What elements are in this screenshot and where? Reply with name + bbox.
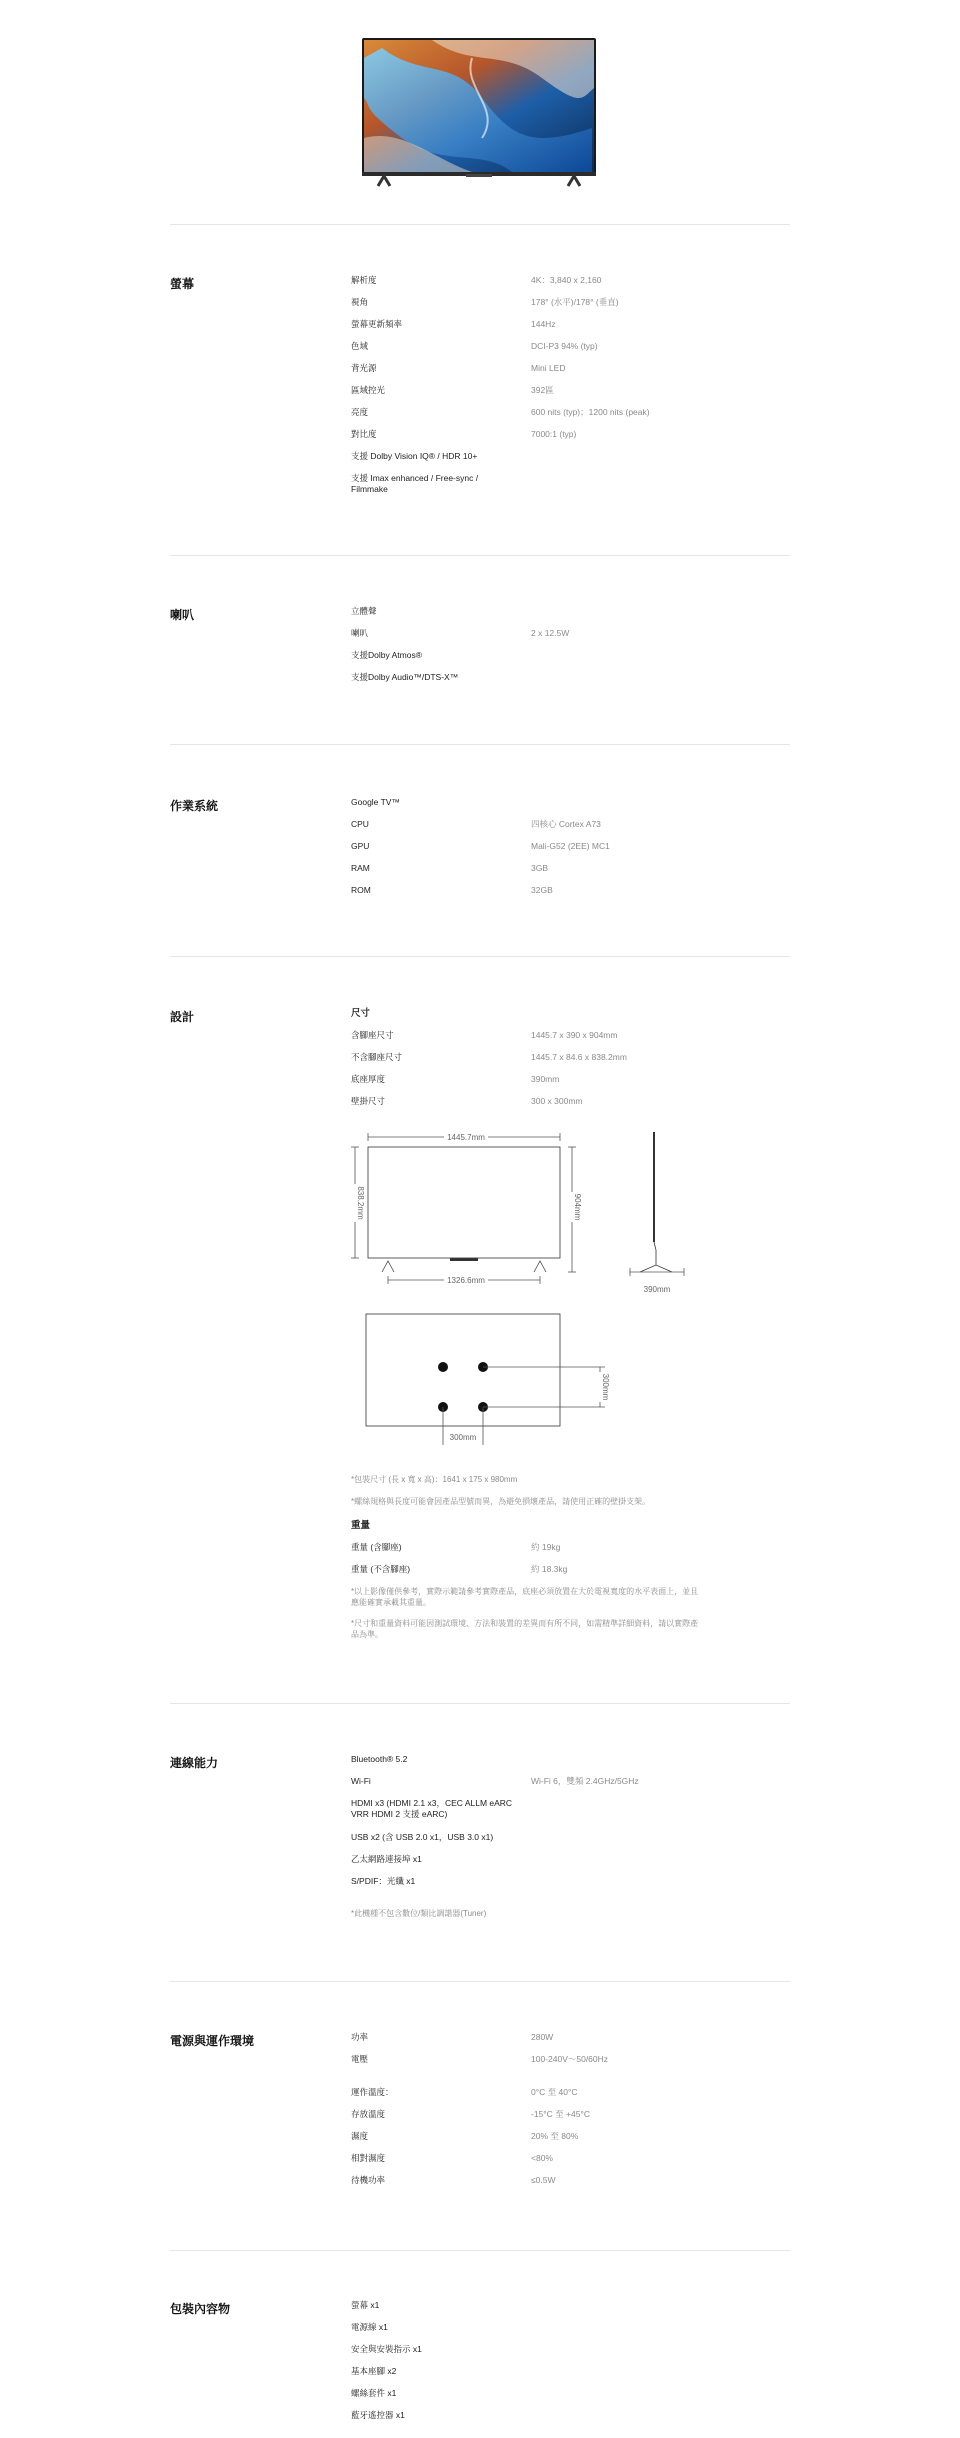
spec-label: 螢幕 x1 [351, 2300, 380, 2310]
spec-label: 區域控光 [351, 385, 386, 395]
spec-label: 亮度 [351, 407, 369, 417]
spec-label: 螺絲套件 x1 [351, 2388, 397, 2398]
spec-label: 乙太網路連接埠 x1 [351, 1854, 422, 1864]
spec-value: 392區 [531, 385, 554, 395]
spec-value: 280W [531, 2032, 554, 2042]
spec-label: 運作溫度： [351, 2087, 394, 2097]
package-size-note: *包裝尺寸 (長 x 寬 x 高)：1641 x 175 x 980mm [351, 1475, 518, 1484]
weight-heading: 重量 [351, 1520, 371, 1531]
section-title-speaker: 喇叭 [170, 608, 195, 622]
spec-label: Bluetooth® 5.2 [351, 1754, 408, 1764]
spec-label: HDMI x3 (HDMI 2.1 x3，CEC ALLM eARC VRR HDMI 2 支援 eARC) [351, 1798, 513, 1819]
vesa-diagram [360, 1310, 620, 1450]
section-title-package: 包裝內容物 [170, 2302, 231, 2316]
spec-label: 電源線 x1 [351, 2322, 388, 2332]
spec-value: 32GB [531, 885, 553, 895]
section-title-design: 設計 [170, 1010, 195, 1024]
section-title-connectivity: 連線能力 [170, 1756, 219, 1770]
spec-value: 144Hz [531, 319, 556, 329]
height-no-stand-label: 838.2mm [356, 1186, 365, 1220]
size-heading: 尺寸 [351, 1008, 371, 1019]
spec-label: 壁掛尺寸 [351, 1096, 386, 1106]
spec-label: 解析度 [351, 275, 377, 285]
spec-label: ROM [351, 885, 371, 895]
spec-label: 重量 (不含腳座) [351, 1564, 411, 1574]
spec-label: 視角 [351, 297, 369, 307]
spec-label: 支援 Dolby Vision IQ® / HDR 10+ [351, 451, 478, 461]
spec-value: 178° (水平)/178° (垂直) [531, 297, 619, 307]
spec-label: GPU [351, 841, 370, 851]
section-title-power: 電源與運作環境 [170, 2034, 255, 2048]
spec-label: 支援Dolby Audio™/DTS-X™ [351, 672, 459, 682]
spec-value: <80% [531, 2153, 553, 2163]
spec-label: 支援Dolby Atmos® [351, 650, 422, 660]
spec-label: RAM [351, 863, 370, 873]
spec-value: 1445.7 x 390 x 904mm [531, 1030, 618, 1040]
spec-value: DCI-P3 94% (typ) [531, 341, 598, 351]
depth-label: 390mm [643, 1285, 671, 1294]
spec-label: 功率 [351, 2032, 369, 2042]
dimension-diagram [340, 1122, 700, 1302]
section-divider [170, 744, 790, 745]
spec-label: 喇叭 [351, 628, 369, 638]
section-title-os: 作業系統 [170, 799, 219, 813]
mount-hole [438, 1362, 448, 1372]
spec-label: 色域 [351, 341, 369, 351]
spec-value: 1445.7 x 84.6 x 838.2mm [531, 1052, 627, 1062]
section-divider [170, 2250, 790, 2251]
spec-label: USB x2 (含 USB 2.0 x1，USB 3.0 x1) [351, 1832, 494, 1842]
section-divider [170, 224, 790, 225]
spec-label: 含腳座尺寸 [351, 1030, 394, 1040]
spec-label: 重量 (含腳座) [351, 1542, 402, 1552]
vesa-height-label: 300mm [601, 1373, 610, 1401]
tuner-note: *此機種不包含數位/類比調諧器(Tuner) [351, 1909, 487, 1918]
spec-value: 100-240V～50/60Hz [531, 2054, 609, 2064]
spec-value: 約 18.3kg [531, 1564, 568, 1574]
spec-label: 不含腳座尺寸 [351, 1052, 403, 1062]
section-divider [170, 555, 790, 556]
spec-value: Mini LED [531, 363, 566, 373]
spec-label: 立體聲 [351, 606, 377, 616]
spec-label: 螢幕更新頻率 [351, 319, 403, 329]
spec-value: 約 19kg [531, 1542, 561, 1552]
spec-value: Wi-Fi 6，雙頻 2.4GHz/5GHz [531, 1776, 639, 1786]
width-label: 1445.7mm [447, 1133, 485, 1142]
spec-label: CPU [351, 819, 369, 829]
spec-value: ≤0.5W [531, 2175, 556, 2185]
spec-value: 0°C 至 40°C [531, 2087, 578, 2097]
spec-label: 藍牙遙控器 x1 [351, 2410, 405, 2420]
spec-label: 安全與安裝指示 x1 [351, 2344, 422, 2354]
spec-value: -15°C 至 +45°C [531, 2109, 591, 2119]
spec-value: 390mm [531, 1074, 560, 1084]
spec-label: Google TV™ [351, 797, 400, 807]
spec-label: 相對濕度 [351, 2153, 386, 2163]
spec-label: 待機功率 [351, 2175, 386, 2185]
spec-value: 600 nits (typ)；1200 nits (peak) [531, 407, 650, 417]
spec-value: 300 x 300mm [531, 1096, 583, 1106]
spec-label: 電壓 [351, 2054, 369, 2064]
spec-label: 基本座腳 x2 [351, 2366, 397, 2376]
spec-label: 濕度 [351, 2131, 369, 2141]
tv-product-image [362, 38, 596, 188]
spec-label: 存放溫度 [351, 2109, 386, 2119]
height-with-stand-label: 904mm [573, 1193, 582, 1221]
spec-value: 2 x 12.5W [531, 628, 570, 638]
spec-value: 四核心 Cortex A73 [531, 819, 601, 829]
vesa-width-label: 300mm [449, 1433, 477, 1442]
spec-value: 3GB [531, 863, 549, 873]
section-divider [170, 956, 790, 957]
spec-label: 對比度 [351, 429, 377, 439]
section-divider [170, 1703, 790, 1704]
spec-label: 支援 Imax enhanced / Free-sync / Filmmake [351, 473, 479, 494]
spec-value: 4K：3,840 x 2,160 [531, 275, 602, 285]
spec-label: S/PDIF：光纖 x1 [351, 1876, 416, 1886]
spec-value: 20% 至 80% [531, 2131, 579, 2141]
spec-label: Wi-Fi [351, 1776, 371, 1786]
section-title-display: 螢幕 [170, 277, 195, 291]
weight-note: *以上影像僅供參考，實際示範請參考實際產品，底座必須放置在大於電視寬度的水平表面上，並且應能確實承載其重量。 [351, 1587, 699, 1607]
spec-label: 底座厚度 [351, 1074, 386, 1084]
measurement-note: *尺寸和重量資料可能因測試環境、方法和裝置的差異而有所不同，如需精準詳細資料，請以實際產品為準。 [351, 1619, 699, 1639]
stand-width-label: 1326.6mm [447, 1276, 485, 1285]
section-divider [170, 1981, 790, 1982]
spec-value: 7000:1 (typ) [531, 429, 577, 439]
mount-note: *螺絲規格與長度可能會因產品型號而異，為避免損壞產品，請使用正確的壁掛支架。 [351, 1497, 651, 1506]
spec-label: 背光源 [351, 363, 377, 373]
spec-value: Mali-G52 (2EE) MC1 [531, 841, 610, 851]
